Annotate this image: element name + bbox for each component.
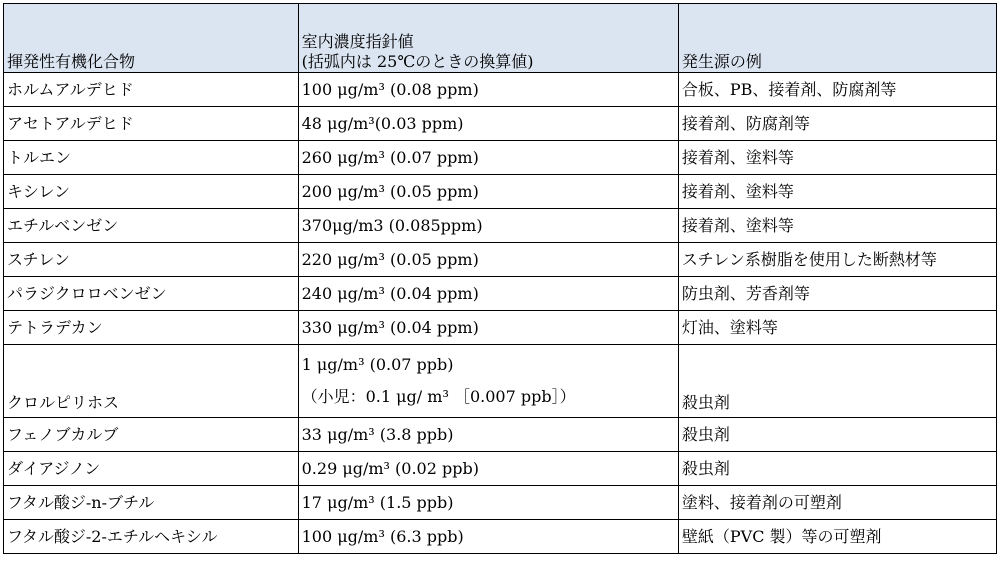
compound-name: エチルベンゼン bbox=[4, 209, 299, 243]
guideline-value: 33 μg/m³ (3.8 ppb) bbox=[298, 418, 678, 452]
guideline-value: 200 μg/m³ (0.05 ppm) bbox=[298, 175, 678, 209]
compound-name: フタル酸ジ-2-エチルヘキシル bbox=[4, 520, 299, 554]
header-guideline-line2: (括弧内は 25℃のときの換算値) bbox=[301, 52, 534, 71]
compound-name: ホルムアルデヒド bbox=[4, 73, 299, 107]
guideline-value: 17 μg/m³ (1.5 ppb) bbox=[298, 486, 678, 520]
header-source: 発生源の例 bbox=[678, 4, 996, 73]
guideline-value: 100 μg/m³ (0.08 ppm) bbox=[298, 73, 678, 107]
source-example: 殺虫剤 bbox=[678, 452, 996, 486]
compound-name: トルエン bbox=[4, 141, 299, 175]
source-example: 合板、PB、接着剤、防腐剤等 bbox=[678, 73, 996, 107]
header-row bbox=[4, 4, 997, 73]
source-example: スチレン系樹脂を使用した断熱材等 bbox=[678, 243, 996, 277]
guideline-value bbox=[298, 345, 678, 418]
voc-guideline-table bbox=[3, 3, 997, 554]
header-guideline-line1: 室内濃度指針値 bbox=[301, 32, 414, 51]
table-row bbox=[4, 520, 997, 554]
source-example: 塗料、接着剤の可塑剤 bbox=[678, 486, 996, 520]
source-example: 壁紙（PVC 製）等の可塑剤 bbox=[678, 520, 996, 554]
guideline-value: 330 μg/m³ (0.04 ppm) bbox=[298, 311, 678, 345]
guideline-value: 240 μg/m³ (0.04 ppm) bbox=[298, 277, 678, 311]
compound-name: クロルピリホス bbox=[4, 345, 299, 418]
table-row bbox=[4, 175, 997, 209]
table-row bbox=[4, 486, 997, 520]
compound-name: パラジクロロベンゼン bbox=[4, 277, 299, 311]
source-example: 殺虫剤 bbox=[678, 345, 996, 418]
source-example: 接着剤、塗料等 bbox=[678, 209, 996, 243]
guideline-value: 100 μg/m³ (6.3 ppb) bbox=[298, 520, 678, 554]
compound-name: フタル酸ジ-n-ブチル bbox=[4, 486, 299, 520]
compound-name: テトラデカン bbox=[4, 311, 299, 345]
header-guideline bbox=[298, 4, 678, 73]
compound-name: フェノブカルブ bbox=[4, 418, 299, 452]
guideline-value: 220 μg/m³ (0.05 ppm) bbox=[298, 243, 678, 277]
compound-name: アセトアルデヒド bbox=[4, 107, 299, 141]
guideline-value-child: （小児：0.1 μg/ m³ ［0.007 ppb］） bbox=[301, 387, 576, 406]
guideline-value: 370μg/m3 (0.085ppm) bbox=[298, 209, 678, 243]
compound-name: スチレン bbox=[4, 243, 299, 277]
table-row bbox=[4, 107, 997, 141]
table-row bbox=[4, 277, 997, 311]
guideline-value-main: 1 μg/m³ (0.07 ppb) bbox=[301, 355, 454, 374]
header-compound: 揮発性有機化合物 bbox=[4, 4, 299, 73]
table-row bbox=[4, 141, 997, 175]
table-row bbox=[4, 345, 997, 418]
source-example: 接着剤、防腐剤等 bbox=[678, 107, 996, 141]
compound-name: ダイアジノン bbox=[4, 452, 299, 486]
source-example: 灯油、塗料等 bbox=[678, 311, 996, 345]
source-example: 接着剤、塗料等 bbox=[678, 141, 996, 175]
table-row bbox=[4, 418, 997, 452]
table-row bbox=[4, 73, 997, 107]
table-row bbox=[4, 243, 997, 277]
table-row bbox=[4, 209, 997, 243]
source-example: 防虫剤、芳香剤等 bbox=[678, 277, 996, 311]
guideline-value: 48 μg/m³(0.03 ppm) bbox=[298, 107, 678, 141]
guideline-value: 260 μg/m³ (0.07 ppm) bbox=[298, 141, 678, 175]
compound-name: キシレン bbox=[4, 175, 299, 209]
guideline-value: 0.29 μg/m³ (0.02 ppb) bbox=[298, 452, 678, 486]
table-row bbox=[4, 452, 997, 486]
source-example: 殺虫剤 bbox=[678, 418, 996, 452]
source-example: 接着剤、塗料等 bbox=[678, 175, 996, 209]
table-row bbox=[4, 311, 997, 345]
